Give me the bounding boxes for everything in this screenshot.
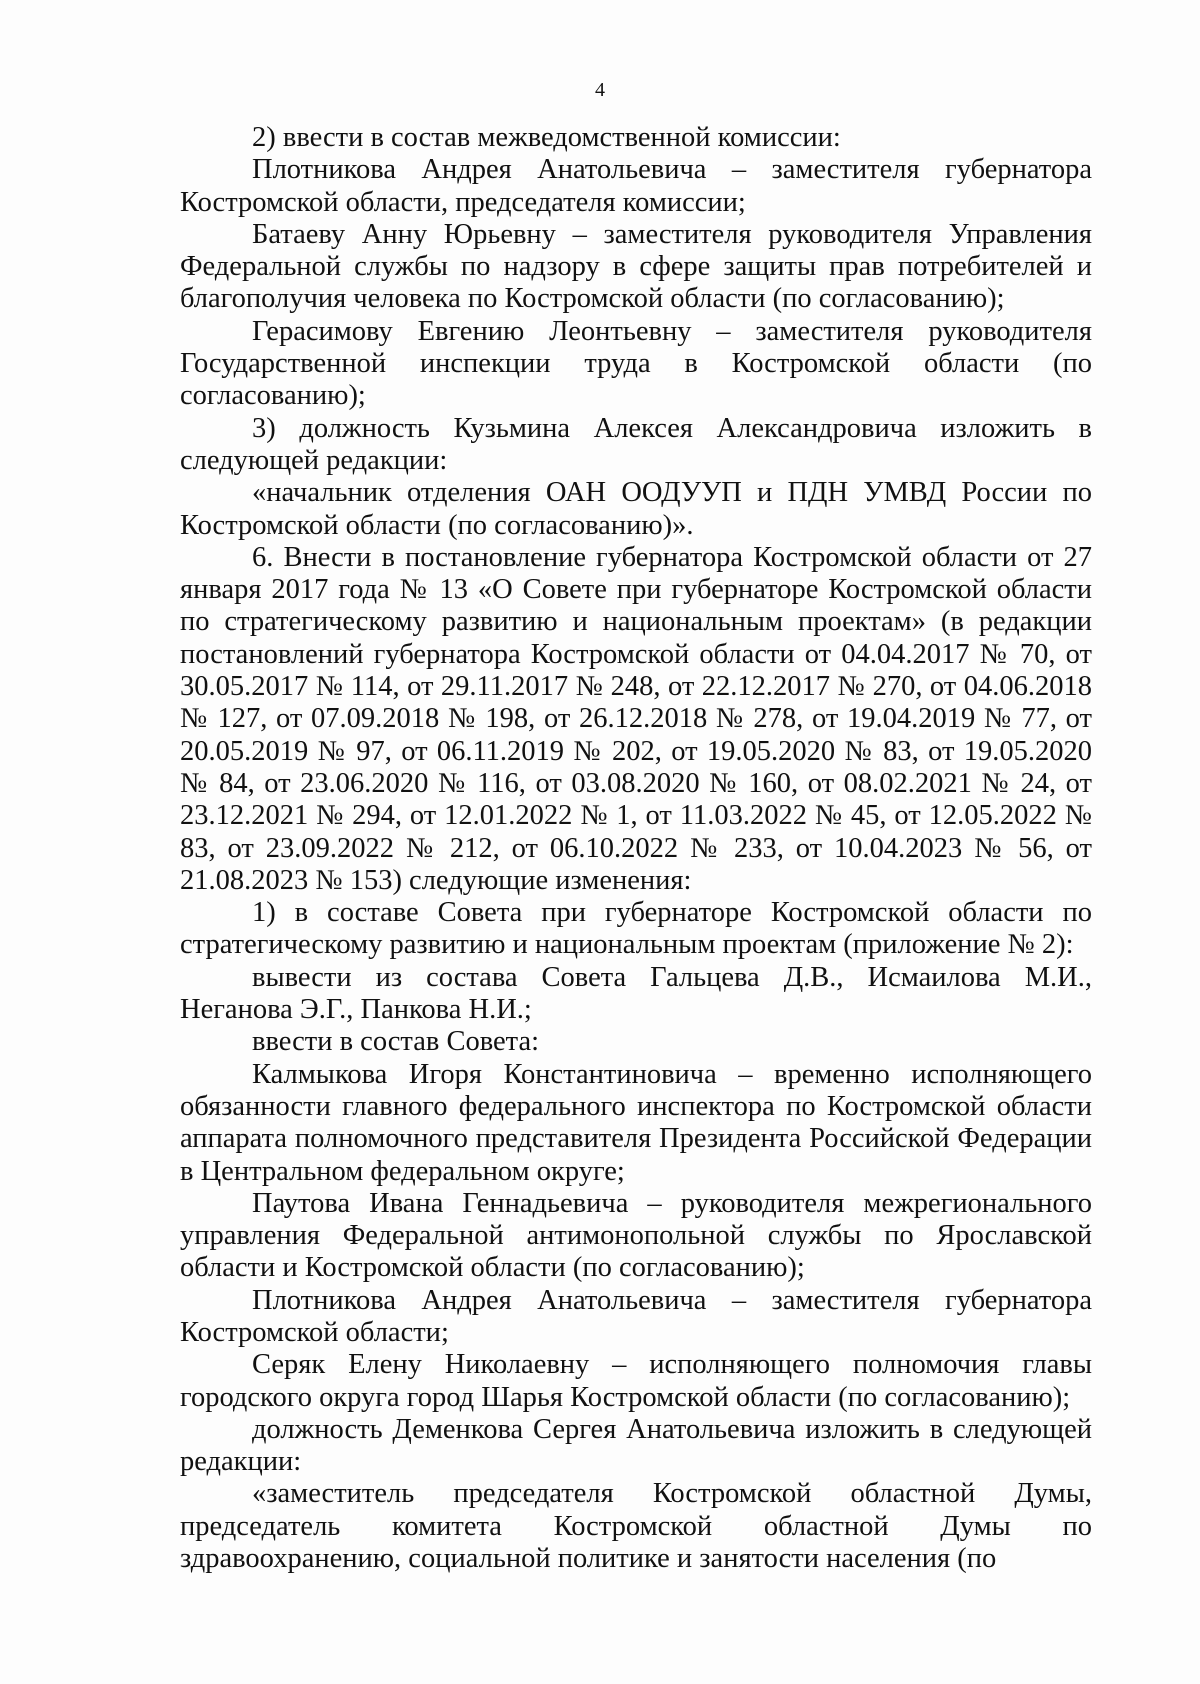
page-number: 4 — [595, 79, 605, 101]
paragraph: вывести из состава Совета Гальцева Д.В., Исмаилова М.И., Неганова Э.Г., Панкова Н.И.; — [180, 961, 1092, 1026]
paragraph: Плотникова Андрея Анатольевича – заместителя губернатора Костромской области, председателя комиссии; — [180, 154, 1092, 218]
paragraph: 6. Внести в постановление губернатора Костромской области от 27 января 2017 года № 13 «О Совете при губернаторе Костромской области по стратегическому развитию и национальным проектам» (в редакции постановлений губернатора Костромской области от 04.04.2017 № 70, от 30.05.2017 № 114, от 29.11.2017 № 248, от 22.12.2017 № 270, от 04.06.2018 № 127, от 07.09.2018 № 198, от 26.12.2018 № 278, от 19.04.2019 № 77, от 20.05.2019 № 97, от 06.11.2019 № 202, от 19.05.2020 № 83, от 19.05.2020 № 84, от 23.06.2020 № 116, от 03.08.2020 № 160, от 08.02.2021 № 24, от 23.12.2021 № 294, от 12.01.2022 № 1, от 11.03.2022 № 45, от 12.05.2022 № 83, от 23.09.2022 № 212, от 06.10.2022 № 233, от 10.04.2023 № 56, от 21.08.2023 № 153) следующие изменения: — [180, 541, 1092, 896]
paragraph: Паутова Ивана Геннадьевича – руководителя межрегионального управления Федеральной антимонопольной службы по Ярославской области и Костромской области (по согласованию); — [180, 1187, 1092, 1284]
paragraph: должность Деменкова Сергея Анатольевича изложить в следующей редакции: — [180, 1413, 1092, 1478]
document-body — [180, 122, 1092, 1575]
paragraph: «начальник отделения ОАН ООДУУП и ПДН УМВД России по Костромской области (по согласованию)». — [180, 477, 1092, 541]
paragraph: Серяк Елену Николаевну – исполняющего полномочия главы городского округа город Шарья Костромской области (по согласованию); — [180, 1349, 1092, 1413]
paragraph: Герасимову Евгению Леонтьевну – заместителя руководителя Государственной инспекции труда в Костромской области (по согласованию); — [180, 315, 1092, 412]
paragraph: Батаеву Анну Юрьевну – заместителя руководителя Управления Федеральной службы по надзору в сфере защиты прав потребителей и благополучия человека по Костромской области (по согласованию); — [180, 218, 1092, 315]
paragraph: Плотникова Андрея Анатольевича – заместителя губернатора Костромской области; — [180, 1284, 1092, 1348]
paragraph: ввести в состав Совета: — [252, 1026, 540, 1058]
paragraph: «заместитель председателя Костромской областной Думы, председатель комитета Костромской областной Думы по здравоохранению, социальной политике и занятости населения (по — [180, 1478, 1092, 1575]
paragraph: Калмыкова Игоря Константиновича – временно исполняющего обязанности главного федерального инспектора по Костромской области аппарата полномочного представителя Президента Российской Федерации в Центральном федеральном округе; — [180, 1058, 1092, 1187]
paragraph: 3) должность Кузьмина Алексея Александровича изложить в следующей редакции: — [180, 412, 1092, 476]
paragraph: 2) ввести в состав межведомственной комиссии: — [252, 122, 841, 153]
paragraph: 1) в составе Совета при губернаторе Костромской области по стратегическому развитию и национальным проектам (приложение № 2): — [180, 897, 1092, 961]
